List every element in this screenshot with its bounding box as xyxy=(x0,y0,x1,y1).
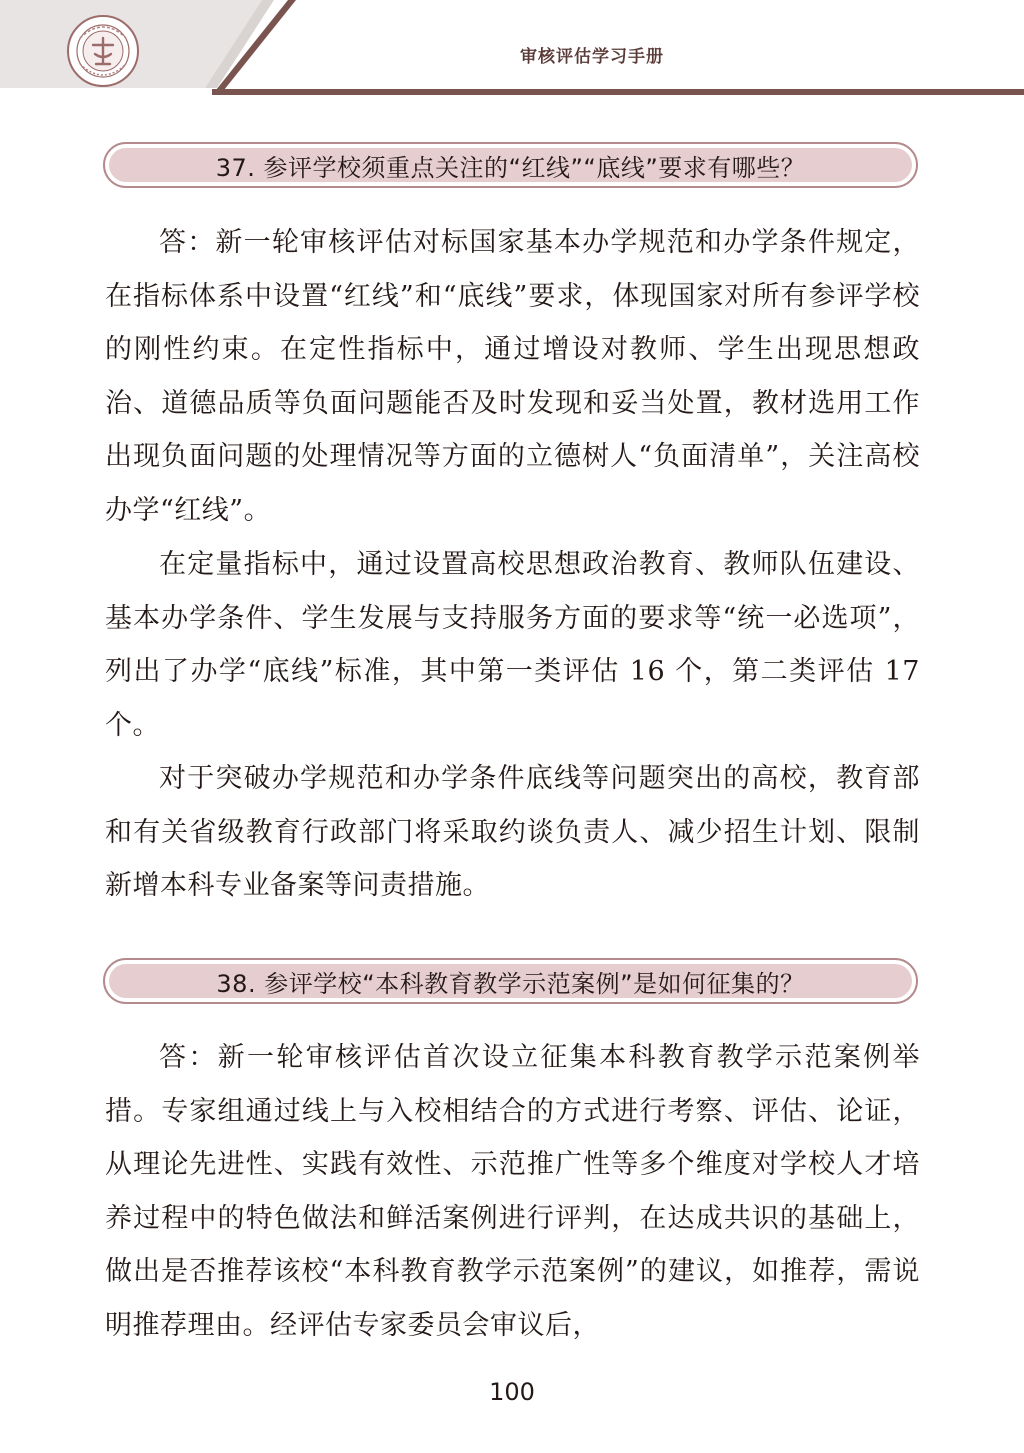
header-decoration xyxy=(0,0,1024,100)
answer-paragraph: 答：新一轮审核评估对标国家基本办学规范和办学条件规定，在指标体系中设置“红线”和“底线”要求，体现国家对所有参评学校的刚性约束。在定性指标中，通过增设对教师、学生出现思想政治、道德品质等负面问题能否及时发现和妥当处置，教材选用工作出现负面问题的处理情况等方面的立德树人“负面清单”，关注高校办学“红线”。 xyxy=(105,227,920,526)
question-heading-38 xyxy=(103,958,918,1004)
answer-paragraph: 在定量指标中，通过设置高校思想政治教育、教师队伍建设、基本办学条件、学生发展与支持服务方面的要求等“统一必选项”，列出了办学“底线”标准，其中第一类评估 16 个，第二类评估 17 个。 xyxy=(105,549,920,741)
answer-paragraph: 答：新一轮审核评估首次设立征集本科教育教学示范案例举措。专家组通过线上与入校相结合的方式进行考察、评估、论证，从理论先进性、实践有效性、示范推广性等多个维度对学校人才培养过程中的特色做法和鲜活案例进行评判，在达成共识的基础上，做出是否推荐该校“本科教育教学示范案例”的建议，如推荐，需说明推荐理由。经评估专家委员会审议后， xyxy=(105,1042,920,1341)
university-seal-icon xyxy=(66,14,140,88)
page-number: 100 xyxy=(489,1378,535,1406)
question-heading-text: 38. 参评学校“本科教育教学示范案例”是如何征集的？ xyxy=(216,969,805,998)
question-heading-text: 37. 参评学校须重点关注的“红线”“底线”要求有哪些？ xyxy=(215,153,806,182)
handbook-title: 审核评估学习手册 xyxy=(520,47,664,67)
question-heading-37 xyxy=(103,142,918,188)
page-header xyxy=(0,0,1024,100)
answer-paragraph: 对于突破办学规范和办学条件底线等问题突出的高校，教育部和有关省级教育行政部门将采取约谈负责人、减少招生计划、限制新增本科专业备案等问责措施。 xyxy=(105,763,920,901)
